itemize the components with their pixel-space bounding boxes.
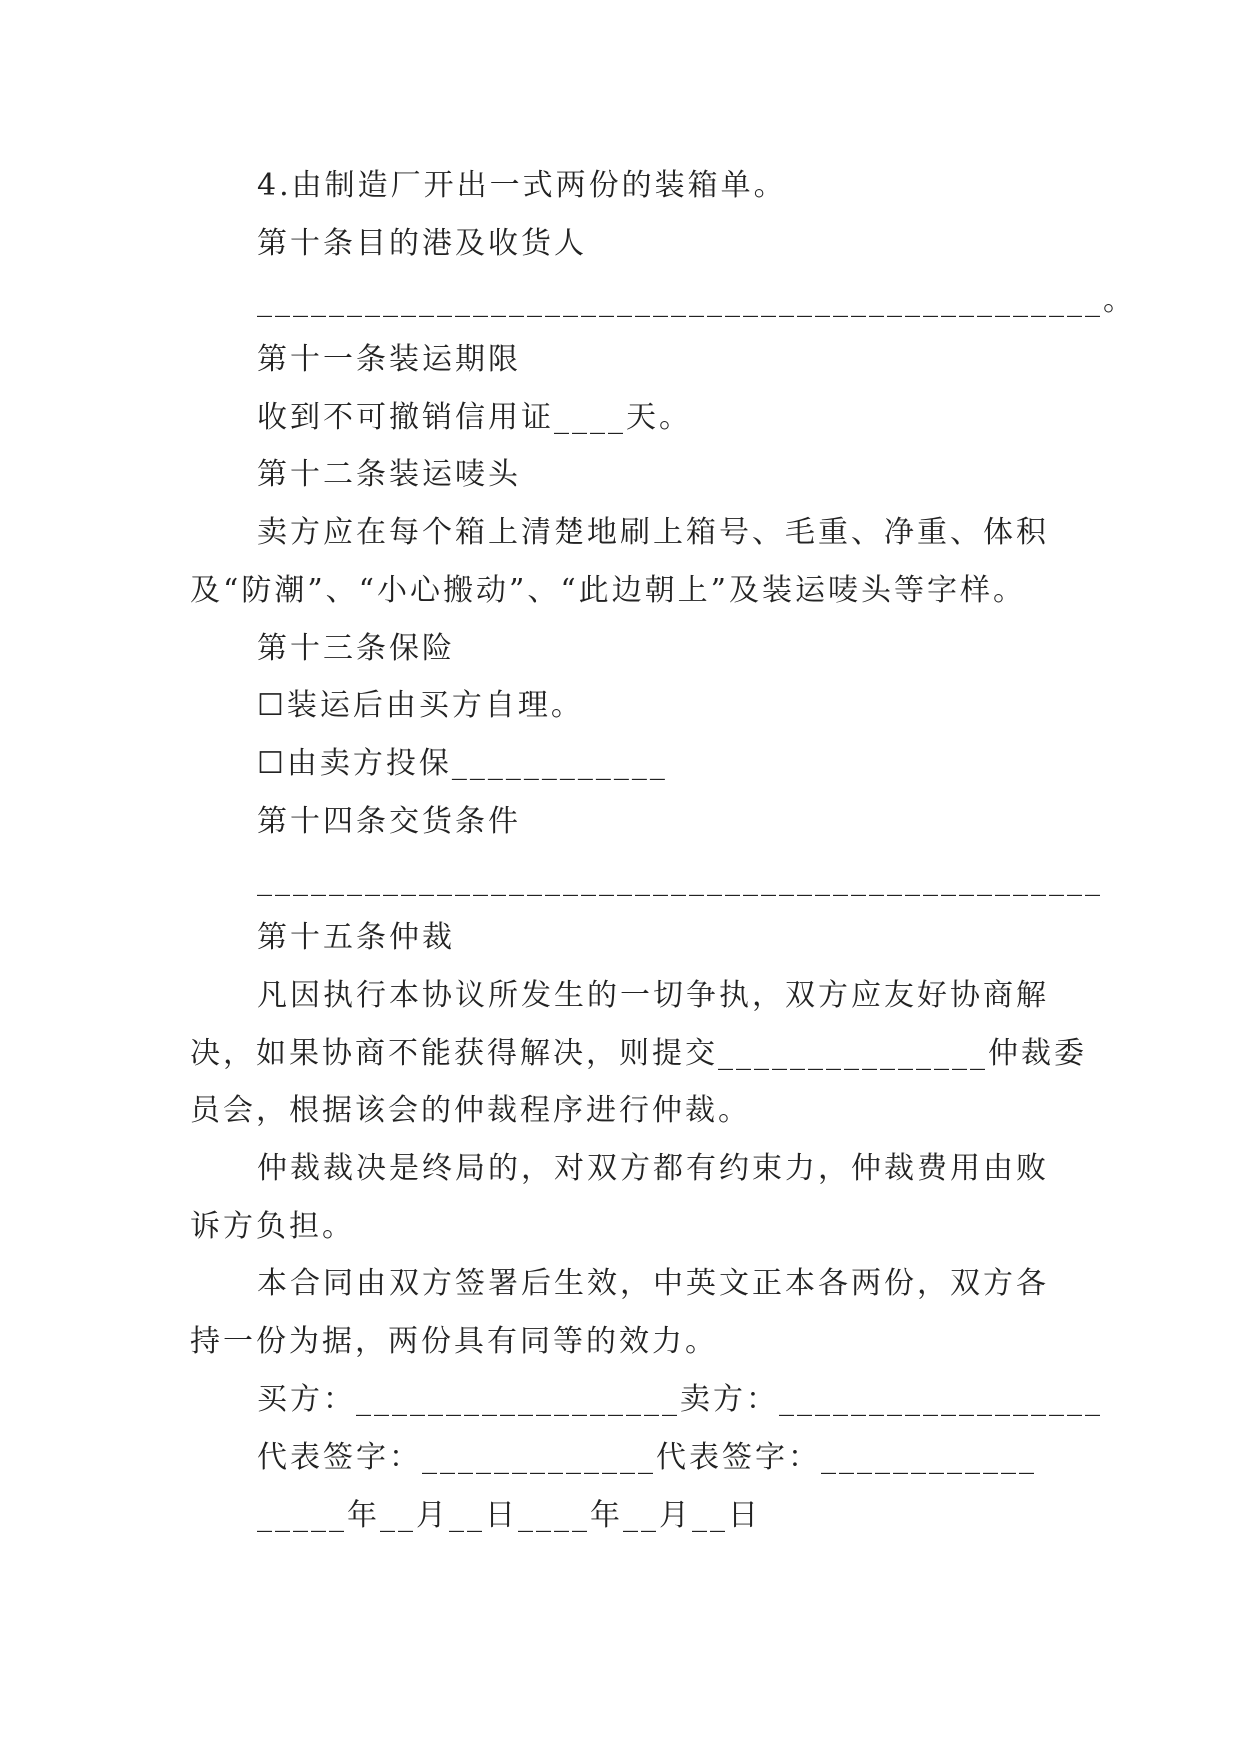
text-line: 员会，根据该会的仲裁程序进行仲裁。 xyxy=(190,1093,751,1128)
clause-heading: 第十三条保险 xyxy=(257,631,455,666)
text-line: 诉方负担。 xyxy=(190,1209,355,1244)
checkbox-option: ☐由卖方投保____________ xyxy=(257,746,668,781)
text-line: 卖方应在每个箱上清楚地刷上箱号、毛重、净重、体积 xyxy=(257,515,1049,550)
text-line: 持一份为据，两份具有同等的效力。 xyxy=(190,1324,718,1359)
clause-heading: 第十四条交货条件 xyxy=(257,804,521,839)
blank-field-line: _______________________________________________ xyxy=(257,862,1103,897)
text-line: 本合同由双方签署后生效，中英文正本各两份，双方各 xyxy=(257,1266,1049,1301)
text-line: 仲裁裁决是终局的，对双方都有约束力，仲裁费用由败 xyxy=(257,1151,1049,1186)
text-line: 4.由制造厂开出一式两份的装箱单。 xyxy=(257,168,787,203)
clause-heading: 第十一条装运期限 xyxy=(257,342,521,377)
text-line: 及“防潮”、“小心搬动”、“此边朝上”及装运唛头等字样。 xyxy=(190,573,1027,608)
clause-heading: 第十五条仲裁 xyxy=(257,920,455,955)
text-line: 决，如果协商不能获得解决，则提交_______________仲裁委 xyxy=(190,1036,1087,1071)
blank-field-line: _______________________________________________。 xyxy=(257,283,1136,318)
representative-signature-line: 代表签字：_____________代表签字：____________ xyxy=(257,1440,1037,1475)
text-line: 凡因执行本协议所发生的一切争执，双方应友好协商解 xyxy=(257,978,1049,1013)
checkbox-option: ☐装运后由买方自理。 xyxy=(257,688,584,723)
clause-heading: 第十条目的港及收货人 xyxy=(257,226,587,261)
clause-heading: 第十二条装运唛头 xyxy=(257,457,521,492)
date-line: _____年__月__日____年__月__日 xyxy=(257,1498,761,1533)
text-line: 收到不可撤销信用证____天。 xyxy=(257,400,692,435)
party-signature-line: 买方：__________________卖方：__________________ xyxy=(257,1382,1103,1417)
